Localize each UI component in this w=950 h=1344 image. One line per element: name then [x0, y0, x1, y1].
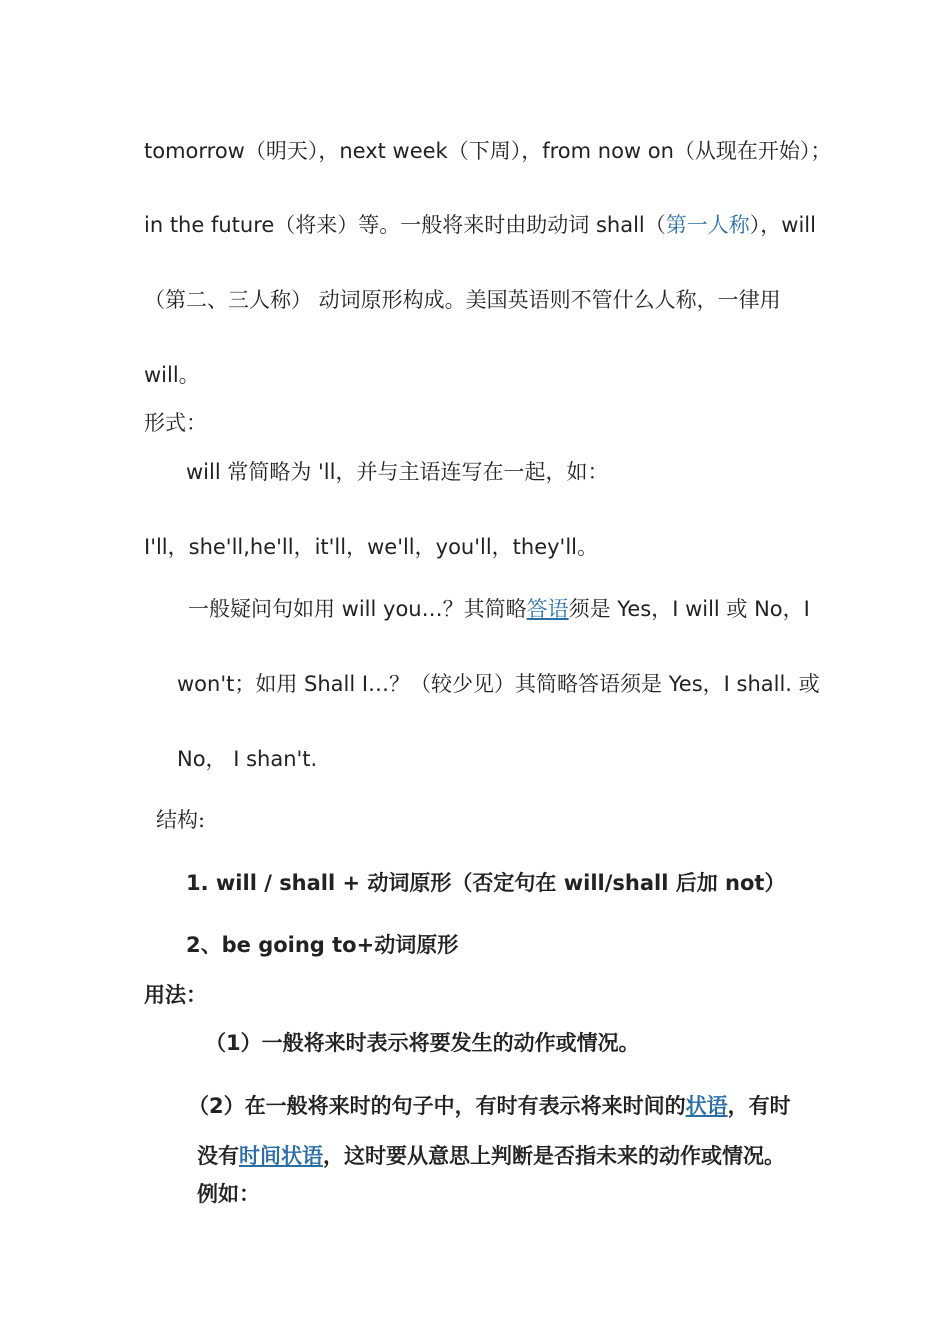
text-line-contraction: will 常简略为 'll，并与主语连写在一起，如：: [186, 460, 609, 484]
usage-item-2-continued: [197, 1141, 785, 1171]
usage-item-2: [188, 1091, 791, 1121]
text-segment: 没有: [197, 1144, 239, 1168]
text-line-question: [188, 594, 810, 624]
text-segment: ，有时: [727, 1094, 791, 1118]
text-segment: in the future（将来）等。一般将来时由助动词 shall（: [144, 213, 666, 237]
structure-item-1: 1. will / shall + 动词原形（否定句在 will/shall 后加 not）: [186, 871, 786, 895]
text-segment: ），will: [749, 213, 816, 237]
text-line-auxiliary: [144, 210, 816, 240]
section-heading-usage: 用法：: [144, 983, 207, 1007]
text-line-shant: No， I shan't.: [177, 747, 318, 771]
text-line-will: will。: [144, 363, 200, 387]
answer-link[interactable]: 答语: [526, 597, 569, 621]
usage-item-1: （1）一般将来时表示将要发生的动作或情况。: [205, 1031, 640, 1055]
time-adverbial-link[interactable]: 时间状语: [239, 1144, 323, 1168]
text-line-contraction-list: I'll，she'll,he'll，it'll，we'll，you'll，they'll。: [144, 535, 599, 559]
text-line-second-third-person: （第二、三人称） 动词原形构成。美国英语则不管什么人称，一律用: [144, 288, 781, 312]
structure-item-2: 2、be going to+动词原形: [186, 933, 459, 957]
text-segment: 一般疑问句如用 will you…？其简略: [188, 597, 527, 621]
text-segment: 须是 Yes，I will 或 No，I: [568, 597, 810, 621]
adverbial-link[interactable]: 状语: [685, 1094, 728, 1118]
text-line-shall-question: won't；如用 Shall I…？（较少见）其简略答语须是 Yes，I shall. 或: [177, 672, 820, 696]
text-segment: ，这时要从意思上判断是否指未来的动作或情况。: [323, 1144, 785, 1168]
section-heading-structure: 结构:: [156, 808, 206, 832]
text-line-for-example: 例如：: [197, 1182, 260, 1206]
section-heading-form: 形式：: [144, 411, 207, 435]
text-segment: （2）在一般将来时的句子中，有时有表示将来时间的: [188, 1094, 686, 1118]
text-line-time-words: tomorrow（明天），next week（下周），from now on（从现在开始）；: [144, 139, 832, 163]
first-person-link[interactable]: 第一人称: [665, 213, 750, 237]
